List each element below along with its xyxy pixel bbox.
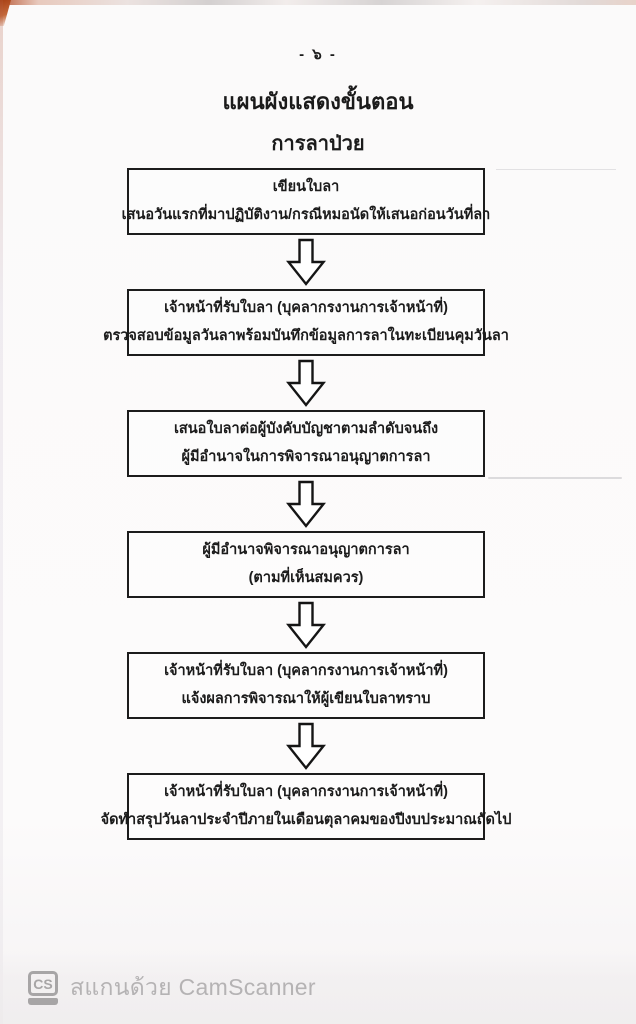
flow-step-3-box	[127, 410, 485, 477]
down-arrow-icon	[285, 238, 327, 286]
camscanner-footer	[0, 952, 636, 1024]
scan-artifact-line	[496, 169, 616, 170]
flow-step-5-line-1: เจ้าหน้าที่รับใบลา (บุคลากรงานการเจ้าหน้าที่)	[164, 663, 448, 679]
cs-icon-base	[28, 998, 58, 1005]
flow-step-5-box	[127, 652, 485, 719]
flow-step-2-line-2: ตรวจสอบข้อมูลวันลาพร้อมบันทึกข้อมูลการลาในทะเบียนคุมวันลา	[103, 328, 509, 344]
scan-artifact-line	[488, 477, 622, 479]
document-title: แผนผังแสดงขั้นตอน	[222, 89, 414, 114]
flow-step-1-line-2: เสนอวันแรกที่มาปฏิบัติงาน/กรณีหมอนัดให้เสนอก่อนวันที่ลา	[121, 207, 491, 223]
flowchart	[100, 168, 512, 840]
down-arrow-icon	[285, 601, 327, 649]
flow-step-4-line-2: (ตามที่เห็นสมควร)	[248, 570, 364, 586]
flow-step-6-box	[100, 773, 512, 840]
flow-step-3-line-1: เสนอใบลาต่อผู้บังคับบัญชาตามลำดับจนถึง	[173, 421, 439, 437]
scanned-with-camscanner-label: สแกนด้วย CamScanner	[70, 974, 316, 1000]
down-arrow-icon	[285, 480, 327, 528]
cs-icon-box: CS	[28, 971, 58, 996]
page-number: - ๖ -	[299, 46, 337, 63]
flow-step-1-line-1: เขียนใบลา	[272, 179, 340, 195]
flow-step-4-box	[127, 531, 485, 598]
flow-step-2-box	[103, 289, 509, 356]
camscanner-logo-icon	[28, 971, 58, 1005]
flow-step-1-box	[121, 168, 491, 235]
flow-step-2-line-1: เจ้าหน้าที่รับใบลา (บุคลากรงานการเจ้าหน้าที่)	[164, 300, 448, 316]
down-arrow-icon	[285, 359, 327, 407]
scan-top-edge-artifact	[0, 0, 636, 5]
flow-step-6-line-1: เจ้าหน้าที่รับใบลา (บุคลากรงานการเจ้าหน้าที่)	[164, 784, 448, 800]
flow-step-6-line-2: จัดทำสรุปวันลาประจำปีภายในเดือนตุลาคมของปีงบประมาณถัดไป	[100, 812, 512, 828]
flow-step-3-line-2: ผู้มีอำนาจในการพิจารณาอนุญาตการลา	[181, 449, 431, 465]
flow-step-5-line-2: แจ้งผลการพิจารณาให้ผู้เขียนใบลาทราบ	[181, 691, 431, 707]
document-subtitle: การลาป่วย	[271, 133, 365, 155]
down-arrow-icon	[285, 722, 327, 770]
flow-step-4-line-1: ผู้มีอำนาจพิจารณาอนุญาตการลา	[202, 542, 410, 558]
